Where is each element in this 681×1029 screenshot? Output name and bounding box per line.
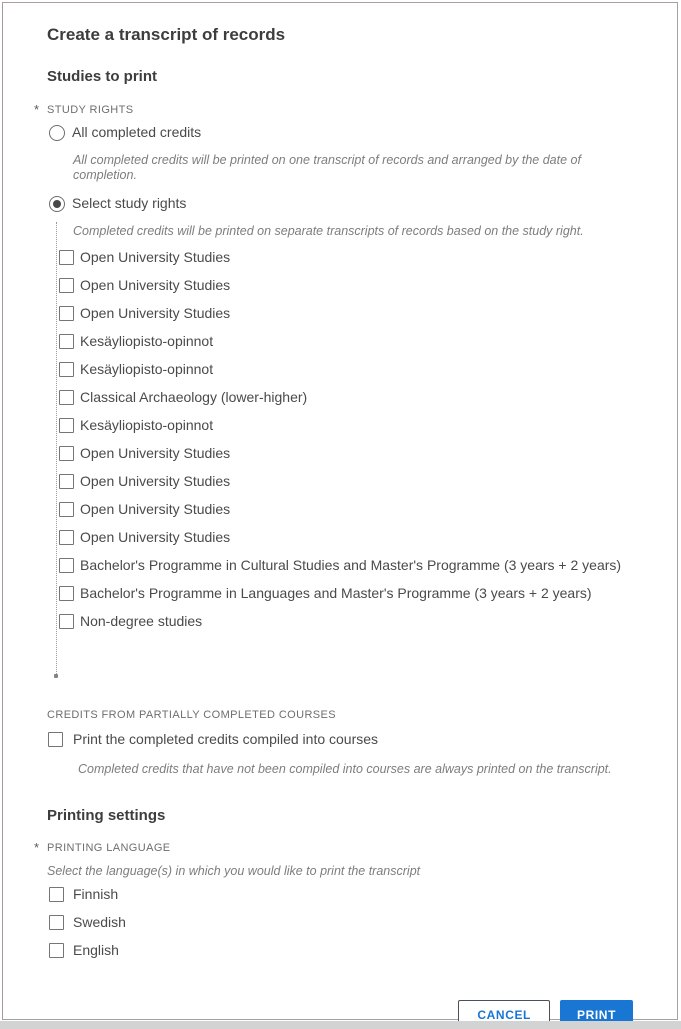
radio-unselected-icon[interactable] — [49, 125, 65, 141]
language-checkbox-row[interactable] — [47, 908, 633, 936]
study-right-label: Open University Studies — [80, 500, 231, 517]
study-right-checkbox-row[interactable] — [47, 355, 633, 383]
study-right-label: Bachelor's Programme in Cultural Studies and Master's Programme (3 years + 2 years) — [80, 556, 622, 573]
language-label: Swedish — [73, 913, 126, 930]
study-right-checkbox-row[interactable] — [47, 299, 633, 327]
all-completed-credits-helper-text: All completed credits will be printed on one transcript of records and arranged by the date of completion. — [73, 153, 581, 182]
study-right-checkbox-row[interactable] — [47, 383, 633, 411]
checkbox-unchecked-icon[interactable] — [59, 362, 74, 377]
checkbox-unchecked-icon[interactable] — [49, 887, 64, 902]
language-checkbox-row[interactable] — [47, 880, 633, 908]
printing-language-helper-text: Select the language(s) in which you would like to print the transcript — [47, 864, 421, 878]
checkbox-unchecked-icon[interactable] — [59, 334, 74, 349]
partial-credits-helper-text: Completed credits that have not been compiled into courses are always printed on the transcript. — [78, 762, 612, 776]
page-bottom-strip — [0, 1021, 681, 1029]
checkbox-unchecked-icon[interactable] — [59, 390, 74, 405]
print-compiled-credits-checkbox-row[interactable] — [47, 725, 633, 753]
checkbox-unchecked-icon[interactable] — [59, 558, 74, 573]
cancel-button[interactable]: CANCEL — [458, 1000, 550, 1029]
study-right-label: Open University Studies — [80, 528, 231, 545]
study-right-label: Open University Studies — [80, 444, 231, 461]
study-right-checkbox-row[interactable] — [47, 411, 633, 439]
checkbox-unchecked-icon[interactable] — [59, 250, 74, 265]
study-rights-label-text: STUDY RIGHTS — [47, 104, 134, 116]
study-right-checkbox-row[interactable] — [47, 523, 633, 551]
section-heading-studies-to-print: Studies to print — [47, 68, 157, 85]
language-label: Finnish — [73, 885, 119, 902]
study-right-label: Open University Studies — [80, 276, 231, 293]
checkbox-unchecked-icon[interactable] — [49, 915, 64, 930]
study-right-label: Open University Studies — [80, 248, 231, 265]
print-button[interactable]: PRINT — [560, 1000, 633, 1029]
language-checkbox-row[interactable] — [47, 936, 633, 964]
study-right-checkbox-row[interactable] — [47, 439, 633, 467]
dialog-title: Create a transcript of records — [47, 25, 286, 44]
study-right-checkbox-row[interactable] — [47, 579, 633, 607]
study-right-checkbox-row[interactable] — [47, 271, 633, 299]
required-asterisk-icon: * — [34, 102, 40, 117]
radio-option-select-study-rights[interactable] — [47, 195, 633, 212]
study-right-label: Open University Studies — [80, 472, 231, 489]
study-right-label: Kesäyliopisto-opinnot — [80, 332, 214, 349]
checkbox-unchecked-icon[interactable] — [59, 502, 74, 517]
checkbox-unchecked-icon[interactable] — [59, 278, 74, 293]
checkbox-unchecked-icon[interactable] — [59, 530, 74, 545]
study-right-checkbox-row[interactable] — [47, 495, 633, 523]
study-right-checkbox-row[interactable] — [47, 467, 633, 495]
section-heading-printing-settings: Printing settings — [47, 807, 166, 824]
create-transcript-dialog — [2, 2, 678, 1020]
study-right-checkbox-row[interactable] — [47, 551, 633, 579]
checkbox-unchecked-icon[interactable] — [48, 732, 63, 747]
checkbox-unchecked-icon[interactable] — [49, 943, 64, 958]
study-right-label: Classical Archaeology (lower-higher) — [80, 388, 308, 405]
study-rights-field-label — [34, 102, 633, 117]
checkbox-unchecked-icon[interactable] — [59, 474, 74, 489]
study-right-label: Open University Studies — [80, 304, 231, 321]
partial-credits-label-text: CREDITS FROM PARTIALLY COMPLETED COURSES — [47, 709, 337, 721]
language-checkbox-list — [47, 880, 633, 964]
checkbox-unchecked-icon[interactable] — [59, 614, 74, 629]
study-rights-checkbox-list — [47, 243, 633, 635]
printing-language-field-label — [34, 840, 633, 855]
required-asterisk-icon: * — [34, 840, 40, 855]
printing-language-label-text: PRINTING LANGUAGE — [47, 842, 171, 854]
print-compiled-credits-label: Print the completed credits compiled into courses — [73, 730, 379, 747]
tree-connector-line — [56, 222, 57, 676]
study-right-label: Non-degree studies — [80, 612, 203, 629]
checkbox-unchecked-icon[interactable] — [59, 418, 74, 433]
radio-selected-icon[interactable] — [49, 196, 65, 212]
select-study-rights-helper-text: Completed credits will be printed on separate transcripts of records based on the study right. — [73, 224, 584, 238]
radio-option-all-completed-credits[interactable] — [47, 124, 633, 141]
partial-credits-field-label — [47, 709, 633, 722]
study-right-checkbox-row[interactable] — [47, 327, 633, 355]
radio-option-label: Select study rights — [72, 195, 187, 211]
radio-option-label: All completed credits — [72, 124, 202, 140]
study-right-checkbox-row[interactable] — [47, 607, 633, 635]
study-right-label: Kesäyliopisto-opinnot — [80, 416, 214, 433]
study-right-label: Kesäyliopisto-opinnot — [80, 360, 214, 377]
checkbox-unchecked-icon[interactable] — [59, 446, 74, 461]
checkbox-unchecked-icon[interactable] — [59, 306, 74, 321]
language-label: English — [73, 941, 119, 958]
study-right-label: Bachelor's Programme in Languages and Master's Programme (3 years + 2 years) — [80, 584, 592, 601]
checkbox-unchecked-icon[interactable] — [59, 586, 74, 601]
select-study-rights-group — [47, 195, 633, 680]
study-right-checkbox-row[interactable] — [47, 243, 633, 271]
